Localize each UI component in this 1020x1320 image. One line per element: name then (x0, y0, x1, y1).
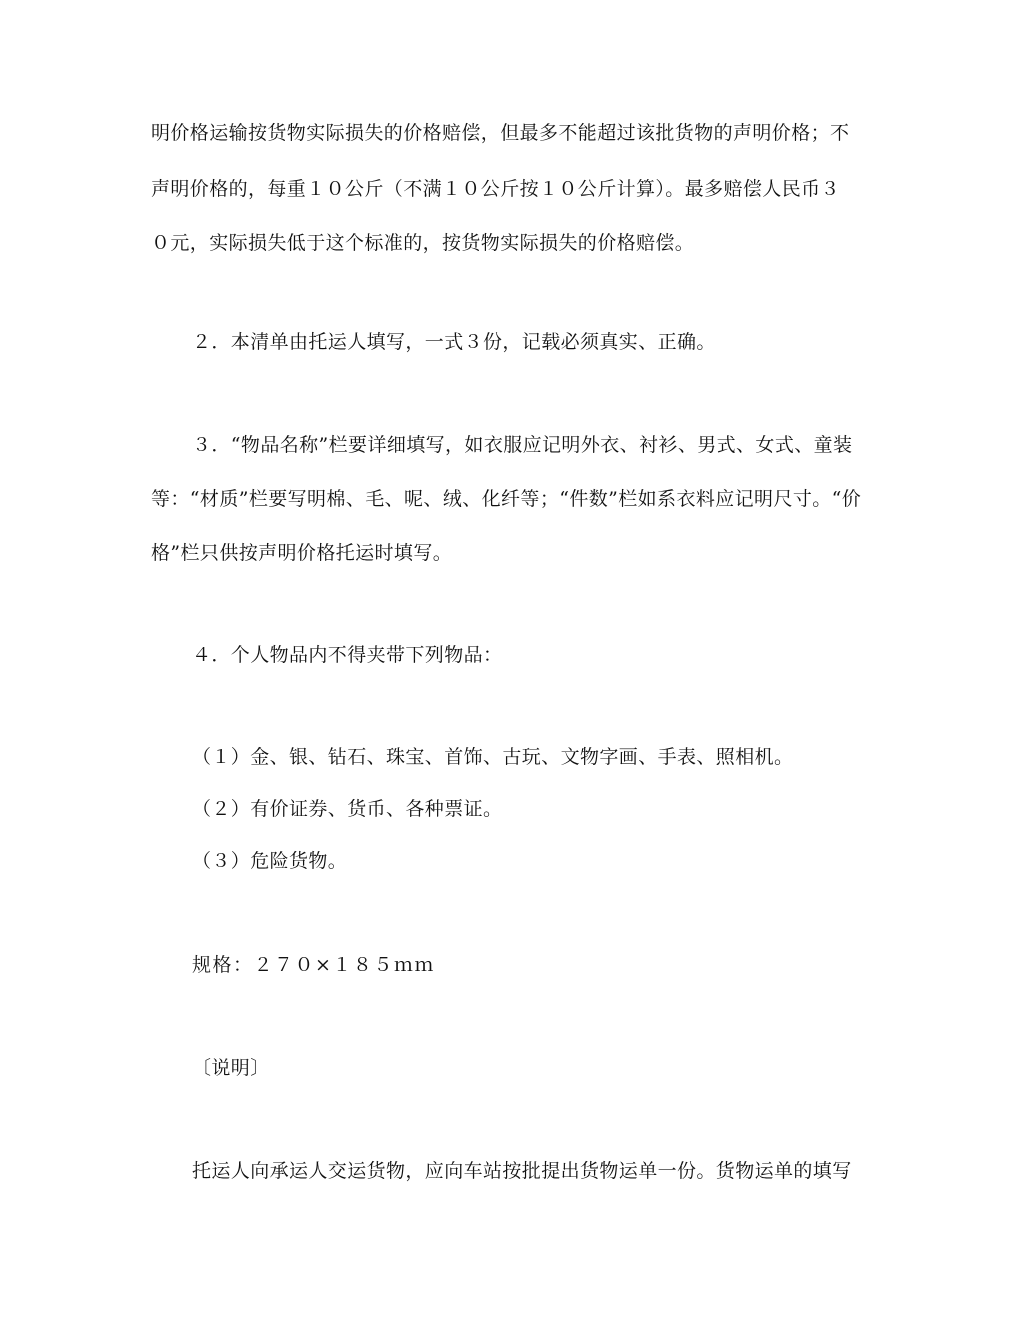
clause-2: ２．本清单由托运人填写，一式３份，记载必须真实、正确。 (192, 331, 716, 353)
paragraph-line: 声明价格的，每重１０公斤（不满１０公斤按１０公斤计算）。最多赔偿人民币３ (151, 178, 840, 200)
paragraph-line: 托运人向承运人交运货物，应向车站按批提出货物运单一份。货物运单的填写 (192, 1160, 852, 1182)
specification-line: 规格：２７０×１８５ｍｍ (192, 954, 435, 976)
paragraph-line: 格”栏只供按声明价格托运时填写。 (151, 542, 453, 564)
paragraph-line: 等：“材质”栏要写明棉、毛、呢、绒、化纤等；“件数”栏如系衣料应记明尺寸。“价 (151, 488, 862, 510)
list-item: （１）金、银、钻石、珠宝、首饰、古玩、文物字画、手表、照相机。 (192, 746, 794, 768)
list-item: （３）危险货物。 (192, 850, 348, 872)
clause-4: ４．个人物品内不得夹带下列物品： (192, 644, 503, 666)
section-heading: 〔说明〕 (192, 1057, 270, 1079)
paragraph-line: 明价格运输按货物实际损失的价格赔偿，但最多不能超过该批货物的声明价格；不 (151, 122, 850, 144)
list-item: （２）有价证券、货币、各种票证。 (192, 798, 503, 820)
clause-3: ３．“物品名称”栏要详细填写，如衣服应记明外衣、衬衫、男式、女式、童装 (192, 434, 853, 456)
paragraph-line: ０元，实际损失低于这个标准的，按货物实际损失的价格赔偿。 (151, 232, 695, 254)
